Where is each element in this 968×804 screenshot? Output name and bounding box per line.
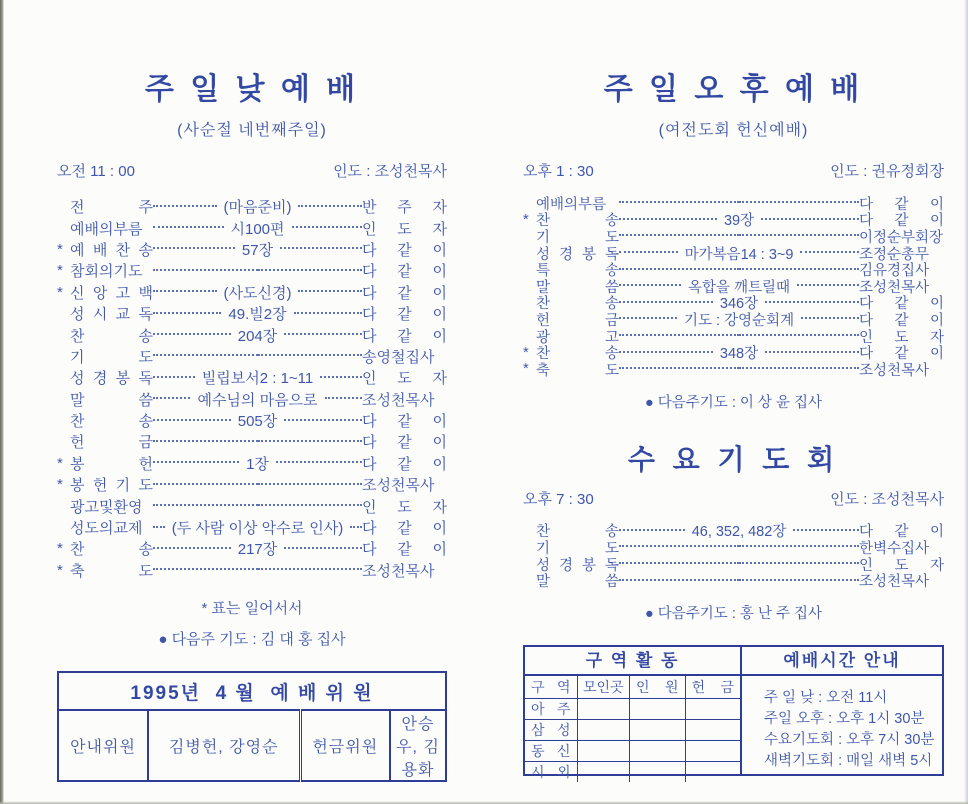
dot-leader xyxy=(284,547,362,549)
item-label: 성도의교제 xyxy=(70,520,143,538)
dot-leader xyxy=(739,367,859,369)
dot-leader xyxy=(153,504,258,506)
item-person: 송영철집사 xyxy=(362,348,435,366)
dot-leader xyxy=(739,268,859,270)
district-empty-cell xyxy=(577,741,630,762)
item-person: 다 같 이 xyxy=(362,241,447,259)
item-content: 빌립보서2 : 1~11 xyxy=(201,370,314,388)
district-grid xyxy=(525,676,740,783)
item-person: 다 같 이 xyxy=(362,263,447,281)
standing-marker: * xyxy=(523,344,529,361)
standing-marker: * xyxy=(57,454,63,472)
dot-leader xyxy=(739,545,859,547)
item-label: 찬 송 xyxy=(536,296,619,313)
schedule-line: 주 일 낮 : 오전 11시 xyxy=(764,689,888,706)
dot-leader xyxy=(153,290,217,292)
dot-leader xyxy=(619,334,739,336)
item-label: 헌 금 xyxy=(70,434,153,452)
next-week-prayer-note: ● 다음주기도 : 홍 난 주 집사 xyxy=(644,605,823,622)
left-page xyxy=(57,64,447,782)
item-label: 찬 송 xyxy=(536,524,619,541)
dot-leader xyxy=(153,333,231,335)
next-week-prayer-note: ● 다음주 기도 : 김 대 홍 집사 xyxy=(158,631,346,649)
item-label: 찬 송 xyxy=(70,541,153,559)
item-content: (마음준비) xyxy=(223,199,292,217)
item-person: 반 주 자 xyxy=(362,199,448,217)
worship-item xyxy=(57,282,447,303)
worship-item xyxy=(523,361,944,378)
district-row-label: 아 주 xyxy=(525,699,577,720)
worship-item xyxy=(57,474,447,495)
standing-marker: * xyxy=(57,540,63,558)
dot-leader xyxy=(153,526,165,528)
worship-item xyxy=(57,217,447,238)
dot-leader xyxy=(153,461,239,463)
item-content: 39장 xyxy=(723,213,755,230)
district-empty-cell xyxy=(685,720,740,741)
dot-leader xyxy=(619,579,739,581)
district-activity-title: 구 역 활 동 xyxy=(525,647,740,676)
wednesday-order-list xyxy=(523,523,944,589)
item-person: 조성천목사 xyxy=(859,279,930,296)
item-content: 46, 352, 482장 xyxy=(691,524,787,541)
scan-edge-left xyxy=(0,0,4,804)
item-person: 인 도 자 xyxy=(362,498,447,516)
item-label: 광고및환영 xyxy=(70,498,143,516)
item-person: 다 같 이 xyxy=(859,312,945,329)
dot-leader xyxy=(258,440,363,442)
item-label: 예배의부름 xyxy=(70,220,143,238)
dot-leader xyxy=(801,317,859,319)
dot-leader xyxy=(153,440,258,442)
dot-leader xyxy=(298,205,362,207)
dot-leader xyxy=(739,234,859,236)
item-label: 예배의부름 xyxy=(536,196,607,213)
item-person: 인 도 자 xyxy=(859,329,944,346)
dot-leader xyxy=(797,284,859,286)
district-header-cell: 인 원 xyxy=(630,676,686,699)
district-empty-cell xyxy=(685,699,740,720)
item-content: (두 사람 이상 악수로 인사) xyxy=(171,520,344,538)
dot-leader xyxy=(153,547,231,549)
district-activity-table xyxy=(525,647,740,781)
dot-leader xyxy=(292,226,363,228)
item-label: 말 씀 xyxy=(536,279,619,296)
wednesday-prayer-title: 수 요 기 도 회 xyxy=(627,443,840,475)
worship-item xyxy=(57,560,447,581)
service-time: 오후 7 : 30 xyxy=(523,490,594,508)
worship-schedule-title: 예배시간 안내 xyxy=(742,647,942,676)
item-content: 505장 xyxy=(237,413,278,431)
scan-edge-right xyxy=(964,0,968,804)
committee-names-cell: 김병헌, 강영순 xyxy=(148,710,300,781)
sunday-afternoon-service-title: 주 일 오 후 예 배 xyxy=(603,73,864,106)
dot-leader xyxy=(619,562,739,564)
item-person: 다 같 이 xyxy=(859,213,945,230)
bottom-info-tables xyxy=(523,645,944,781)
dot-leader xyxy=(153,269,258,271)
item-person: 한벽수집사 xyxy=(859,540,930,557)
district-header-cell: 모인곳 xyxy=(577,676,630,699)
dot-leader xyxy=(739,579,859,581)
worship-item xyxy=(57,495,447,516)
item-label: 말 씀 xyxy=(536,574,619,591)
dot-leader xyxy=(153,419,231,421)
item-label: 참회의기도 xyxy=(70,263,143,281)
item-label: 특 송 xyxy=(536,263,619,280)
district-empty-cell xyxy=(577,762,630,783)
standing-marker: * xyxy=(523,211,529,228)
worship-item xyxy=(57,196,447,217)
item-content: 1장 xyxy=(246,455,269,473)
sunday-day-meta xyxy=(57,160,447,181)
item-person: 다 같 이 xyxy=(362,520,447,538)
dot-leader xyxy=(153,483,258,485)
item-content: 예수님의 마음으로 xyxy=(197,391,318,409)
dot-leader xyxy=(153,376,195,378)
item-person: 조성천목사 xyxy=(859,362,930,379)
district-empty-cell xyxy=(630,741,686,762)
item-content: 시100편 xyxy=(230,220,285,238)
dot-leader xyxy=(258,504,363,506)
standing-note: * 표는 일어서서 xyxy=(201,600,303,618)
worship-schedule-panel xyxy=(740,647,942,774)
item-person: 다 같 이 xyxy=(859,296,945,313)
worship-schedule-lines xyxy=(742,676,942,776)
dot-leader xyxy=(619,284,681,286)
district-empty-cell xyxy=(577,699,630,720)
dot-leader xyxy=(619,317,677,319)
standing-marker: * xyxy=(57,240,63,258)
item-person: 다 같 이 xyxy=(859,346,945,363)
item-person: 다 같 이 xyxy=(362,327,447,345)
committee-names-cell: 안승우, 김용화 xyxy=(390,710,446,781)
committee-role-cell: 안내위원 xyxy=(58,710,148,781)
dot-leader xyxy=(619,251,678,253)
dot-leader xyxy=(619,218,717,220)
item-content: 346장 xyxy=(719,296,759,313)
committee-table xyxy=(57,671,447,782)
dot-leader xyxy=(320,376,362,378)
district-empty-cell xyxy=(685,741,740,762)
dot-leader xyxy=(258,354,363,356)
dot-leader xyxy=(153,397,190,399)
service-time: 오전 11 : 00 xyxy=(57,163,135,180)
item-label: 예 배 찬 송 xyxy=(70,241,153,259)
item-content: 기도 : 강영순회계 xyxy=(683,312,795,329)
worship-item xyxy=(57,389,447,410)
dot-leader xyxy=(153,226,224,228)
item-person: 인 도 자 xyxy=(859,557,944,574)
dot-leader xyxy=(739,201,859,203)
schedule-line: 새벽기도회 : 매일 새벽 5시 xyxy=(764,752,933,769)
dot-leader xyxy=(276,461,362,463)
dot-leader xyxy=(258,483,363,485)
item-person: 다 같 이 xyxy=(859,196,944,213)
wednesday-meta xyxy=(523,488,944,509)
dot-leader xyxy=(619,351,713,353)
dot-leader xyxy=(619,367,739,369)
worship-item xyxy=(57,239,447,260)
item-label: 말 씀 xyxy=(70,391,153,409)
dot-leader xyxy=(739,334,859,336)
item-label: 찬 송 xyxy=(70,327,153,345)
dot-leader xyxy=(800,251,859,253)
worship-item xyxy=(523,572,944,589)
worship-item xyxy=(57,260,447,281)
item-person: 다 같 이 xyxy=(362,284,448,302)
dot-leader xyxy=(619,234,739,236)
item-label: 찬 송 xyxy=(70,413,153,431)
right-page xyxy=(523,64,945,781)
dot-leader xyxy=(258,568,363,570)
item-person: 조성천목사 xyxy=(362,477,435,495)
item-person: 조성천목사 xyxy=(362,391,435,409)
worship-item xyxy=(57,538,447,559)
dot-leader xyxy=(298,290,362,292)
worship-item xyxy=(57,410,447,431)
item-label: 기 도 xyxy=(536,229,619,246)
dot-leader xyxy=(350,526,362,528)
sunday-day-order-list xyxy=(57,196,447,581)
item-label: 축 도 xyxy=(70,562,153,580)
dot-leader xyxy=(153,568,258,570)
dot-leader xyxy=(294,312,362,314)
committee-role-cell: 헌금위원 xyxy=(300,710,390,781)
dot-leader xyxy=(153,247,235,249)
item-label: 봉 헌 xyxy=(70,455,153,473)
standing-marker: * xyxy=(57,561,63,579)
district-header-cell: 헌 금 xyxy=(685,676,740,699)
item-label: 신 앙 고 백 xyxy=(70,284,153,302)
item-content: 348장 xyxy=(719,346,759,363)
next-week-prayer-note: ● 다음주기도 : 이 상 윤 집사 xyxy=(644,394,823,411)
district-empty-cell xyxy=(630,699,686,720)
item-content: 204장 xyxy=(237,327,278,345)
item-label: 광 고 xyxy=(536,329,619,346)
item-person: 조성천목사 xyxy=(859,574,930,591)
dot-leader xyxy=(619,545,739,547)
dot-leader xyxy=(153,354,258,356)
item-label: 봉 헌 기 도 xyxy=(70,477,153,495)
item-content: 옥합을 깨트릴때 xyxy=(687,279,791,296)
sunday-day-service-subtitle: (사순절 네번째주일) xyxy=(177,122,327,139)
item-label: 찬 송 xyxy=(536,346,619,363)
sunday-afternoon-service-subtitle: (여전도회 헌신예배) xyxy=(658,122,809,139)
worship-item xyxy=(57,367,447,388)
item-person: 김유경집사 xyxy=(859,263,930,280)
district-row-label: 동 신 xyxy=(525,741,577,762)
item-label: 성 경 봉 독 xyxy=(536,557,619,574)
worship-item xyxy=(57,431,447,452)
sunday-afternoon-meta xyxy=(523,160,944,181)
item-label: 성 경 봉 독 xyxy=(70,370,153,388)
item-label: 기 도 xyxy=(536,540,619,557)
district-empty-cell xyxy=(577,720,630,741)
dot-leader xyxy=(739,562,859,564)
standing-marker: * xyxy=(57,262,63,280)
dot-leader xyxy=(793,529,859,531)
item-label: 찬 송 xyxy=(536,213,619,230)
worship-item xyxy=(57,517,447,538)
worship-item xyxy=(57,324,447,345)
item-person: 다 같 이 xyxy=(362,306,447,324)
dot-leader xyxy=(284,419,362,421)
district-empty-cell xyxy=(630,720,686,741)
service-time: 오후 1 : 30 xyxy=(523,163,594,180)
item-label: 성 시 교 독 xyxy=(70,306,153,324)
item-label: 기 도 xyxy=(70,348,153,366)
item-content: 마가복음14 : 3~9 xyxy=(684,246,794,263)
item-person: 다 같 이 xyxy=(859,524,945,541)
item-content: 49.빌2장 xyxy=(228,306,287,324)
dot-leader xyxy=(619,301,713,303)
worship-item xyxy=(57,453,447,474)
district-row-label: 삼 성 xyxy=(525,720,577,741)
district-empty-cell xyxy=(685,762,740,783)
dot-leader xyxy=(153,205,217,207)
item-label: 헌 금 xyxy=(536,312,619,329)
sunday-day-service-title: 주 일 낮 예 배 xyxy=(144,73,360,106)
worship-item xyxy=(57,346,447,367)
standing-marker: * xyxy=(523,361,529,378)
service-leader: 인도 : 조성천목사 xyxy=(830,490,944,508)
sunday-afternoon-order-list xyxy=(523,195,944,378)
worship-item xyxy=(57,303,447,324)
item-content: 217장 xyxy=(237,541,278,559)
schedule-line: 수요기도회 : 오후 7시 30분 xyxy=(764,731,935,748)
item-person: 인 도 자 xyxy=(362,220,448,238)
item-content: (사도신경) xyxy=(223,284,292,302)
item-content: 57장 xyxy=(241,241,274,259)
service-leader: 인도 : 권유정회장 xyxy=(830,163,944,180)
district-row-label: 시 외 xyxy=(525,762,577,783)
committee-table-title: 1995년 4 월 예 배 위 원 xyxy=(58,672,446,710)
item-person: 다 같 이 xyxy=(362,541,447,559)
item-label: 성 경 봉 독 xyxy=(536,246,619,263)
item-person: 조정순총무 xyxy=(859,246,930,263)
item-label: 축 도 xyxy=(536,362,619,379)
dot-leader xyxy=(258,269,363,271)
dot-leader xyxy=(765,301,859,303)
item-person: 다 같 이 xyxy=(362,413,447,431)
dot-leader xyxy=(761,218,859,220)
item-person: 다 같 이 xyxy=(362,455,447,473)
district-header-cell: 구 역 xyxy=(525,676,577,699)
dot-leader xyxy=(619,268,739,270)
standing-marker: * xyxy=(57,476,63,494)
item-label: 전 주 xyxy=(70,199,153,217)
dot-leader xyxy=(284,333,362,335)
schedule-line: 주일 오후 : 오후 1시 30분 xyxy=(764,710,925,727)
item-person: 다 같 이 xyxy=(362,434,447,452)
dot-leader xyxy=(765,351,859,353)
dot-leader xyxy=(619,201,739,203)
dot-leader xyxy=(153,312,221,314)
dot-leader xyxy=(325,397,362,399)
item-person: 조성천목사 xyxy=(362,562,435,580)
item-person: 이정순부회장 xyxy=(859,229,944,246)
service-leader: 인도 : 조성천목사 xyxy=(333,163,447,180)
district-empty-cell xyxy=(630,762,686,783)
dot-leader xyxy=(280,247,362,249)
item-person: 인 도 자 xyxy=(362,370,448,388)
dot-leader xyxy=(619,529,685,531)
standing-marker: * xyxy=(57,283,63,301)
